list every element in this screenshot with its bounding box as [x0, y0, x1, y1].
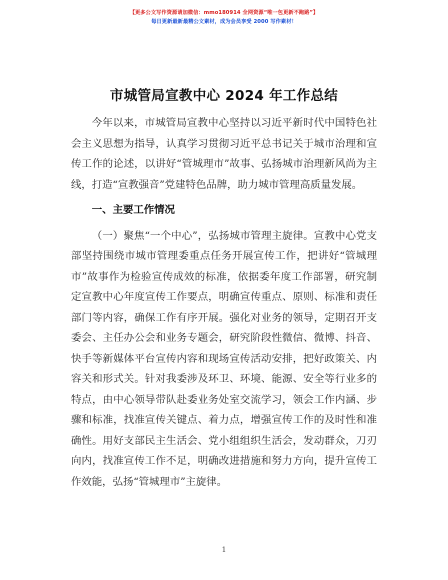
section-heading: 一、主要工作情况 [91, 204, 175, 216]
document-body [71, 113, 377, 492]
banner-line-1: 【更多公文写作资源请加微信：mmo180914 全网资源“唯一包更新不跑路”】 [129, 10, 319, 16]
banner-line-2: 每日更新最新最精公文素材，成为会员享受 2000 写作素材！ [151, 19, 297, 25]
intro-paragraph: 今年以来，市城管局宣教中心坚持以习近平新时代中国特色社会主义思想为指导，认真学习贯彻习近平总书记关于城市治理和宣传工作的论述，以讲好“管城理市”故事、弘扬城市治理新风尚为主线，打造“宣教强音”党建特色品牌，助力城市管理高质量发展。 [71, 117, 377, 191]
promo-banner [0, 9, 448, 27]
body-paragraph: （一）聚焦“一个中心”，弘扬城市管理主旋律。宣教中心党支部坚持围绕市城市管理委重点任务开展宣传工作，把讲好“管城理市”故事作为检验宣传成效的标准，依据委年度工作部署，研究制定宣教中心年度宣传工作要点，明确宣传重点、原则、标准和责任部门等内容，确保工作有序开展。强化对业务的领导，定期召开支委会、主任办公会和业务专题会，研究阶段性微信、微博、抖音、快手等新媒体平台宣传内容和现场宣传活动安排，把好政策关、内容关和形式关。针对我委涉及环卫、环境、能源、安全等行业多的特点，由中心领导带队赴委业务处室交流学习，领会工作内涵、步骤和标准，找准宣传关键点、着力点，增强宣传工作的及时性和准确性。用好支部民主生活会、党小组组织生活会，发动群众，刀刃向内，找准宣传工作不足，明确改进措施和努力方向，提升宣传工作效能，弘扬“管城理市”主旋律。 [71, 229, 377, 488]
page-number: 1 [221, 546, 227, 554]
document-title: 市城管局宣教中心 2024 年工作总结 [109, 88, 339, 104]
